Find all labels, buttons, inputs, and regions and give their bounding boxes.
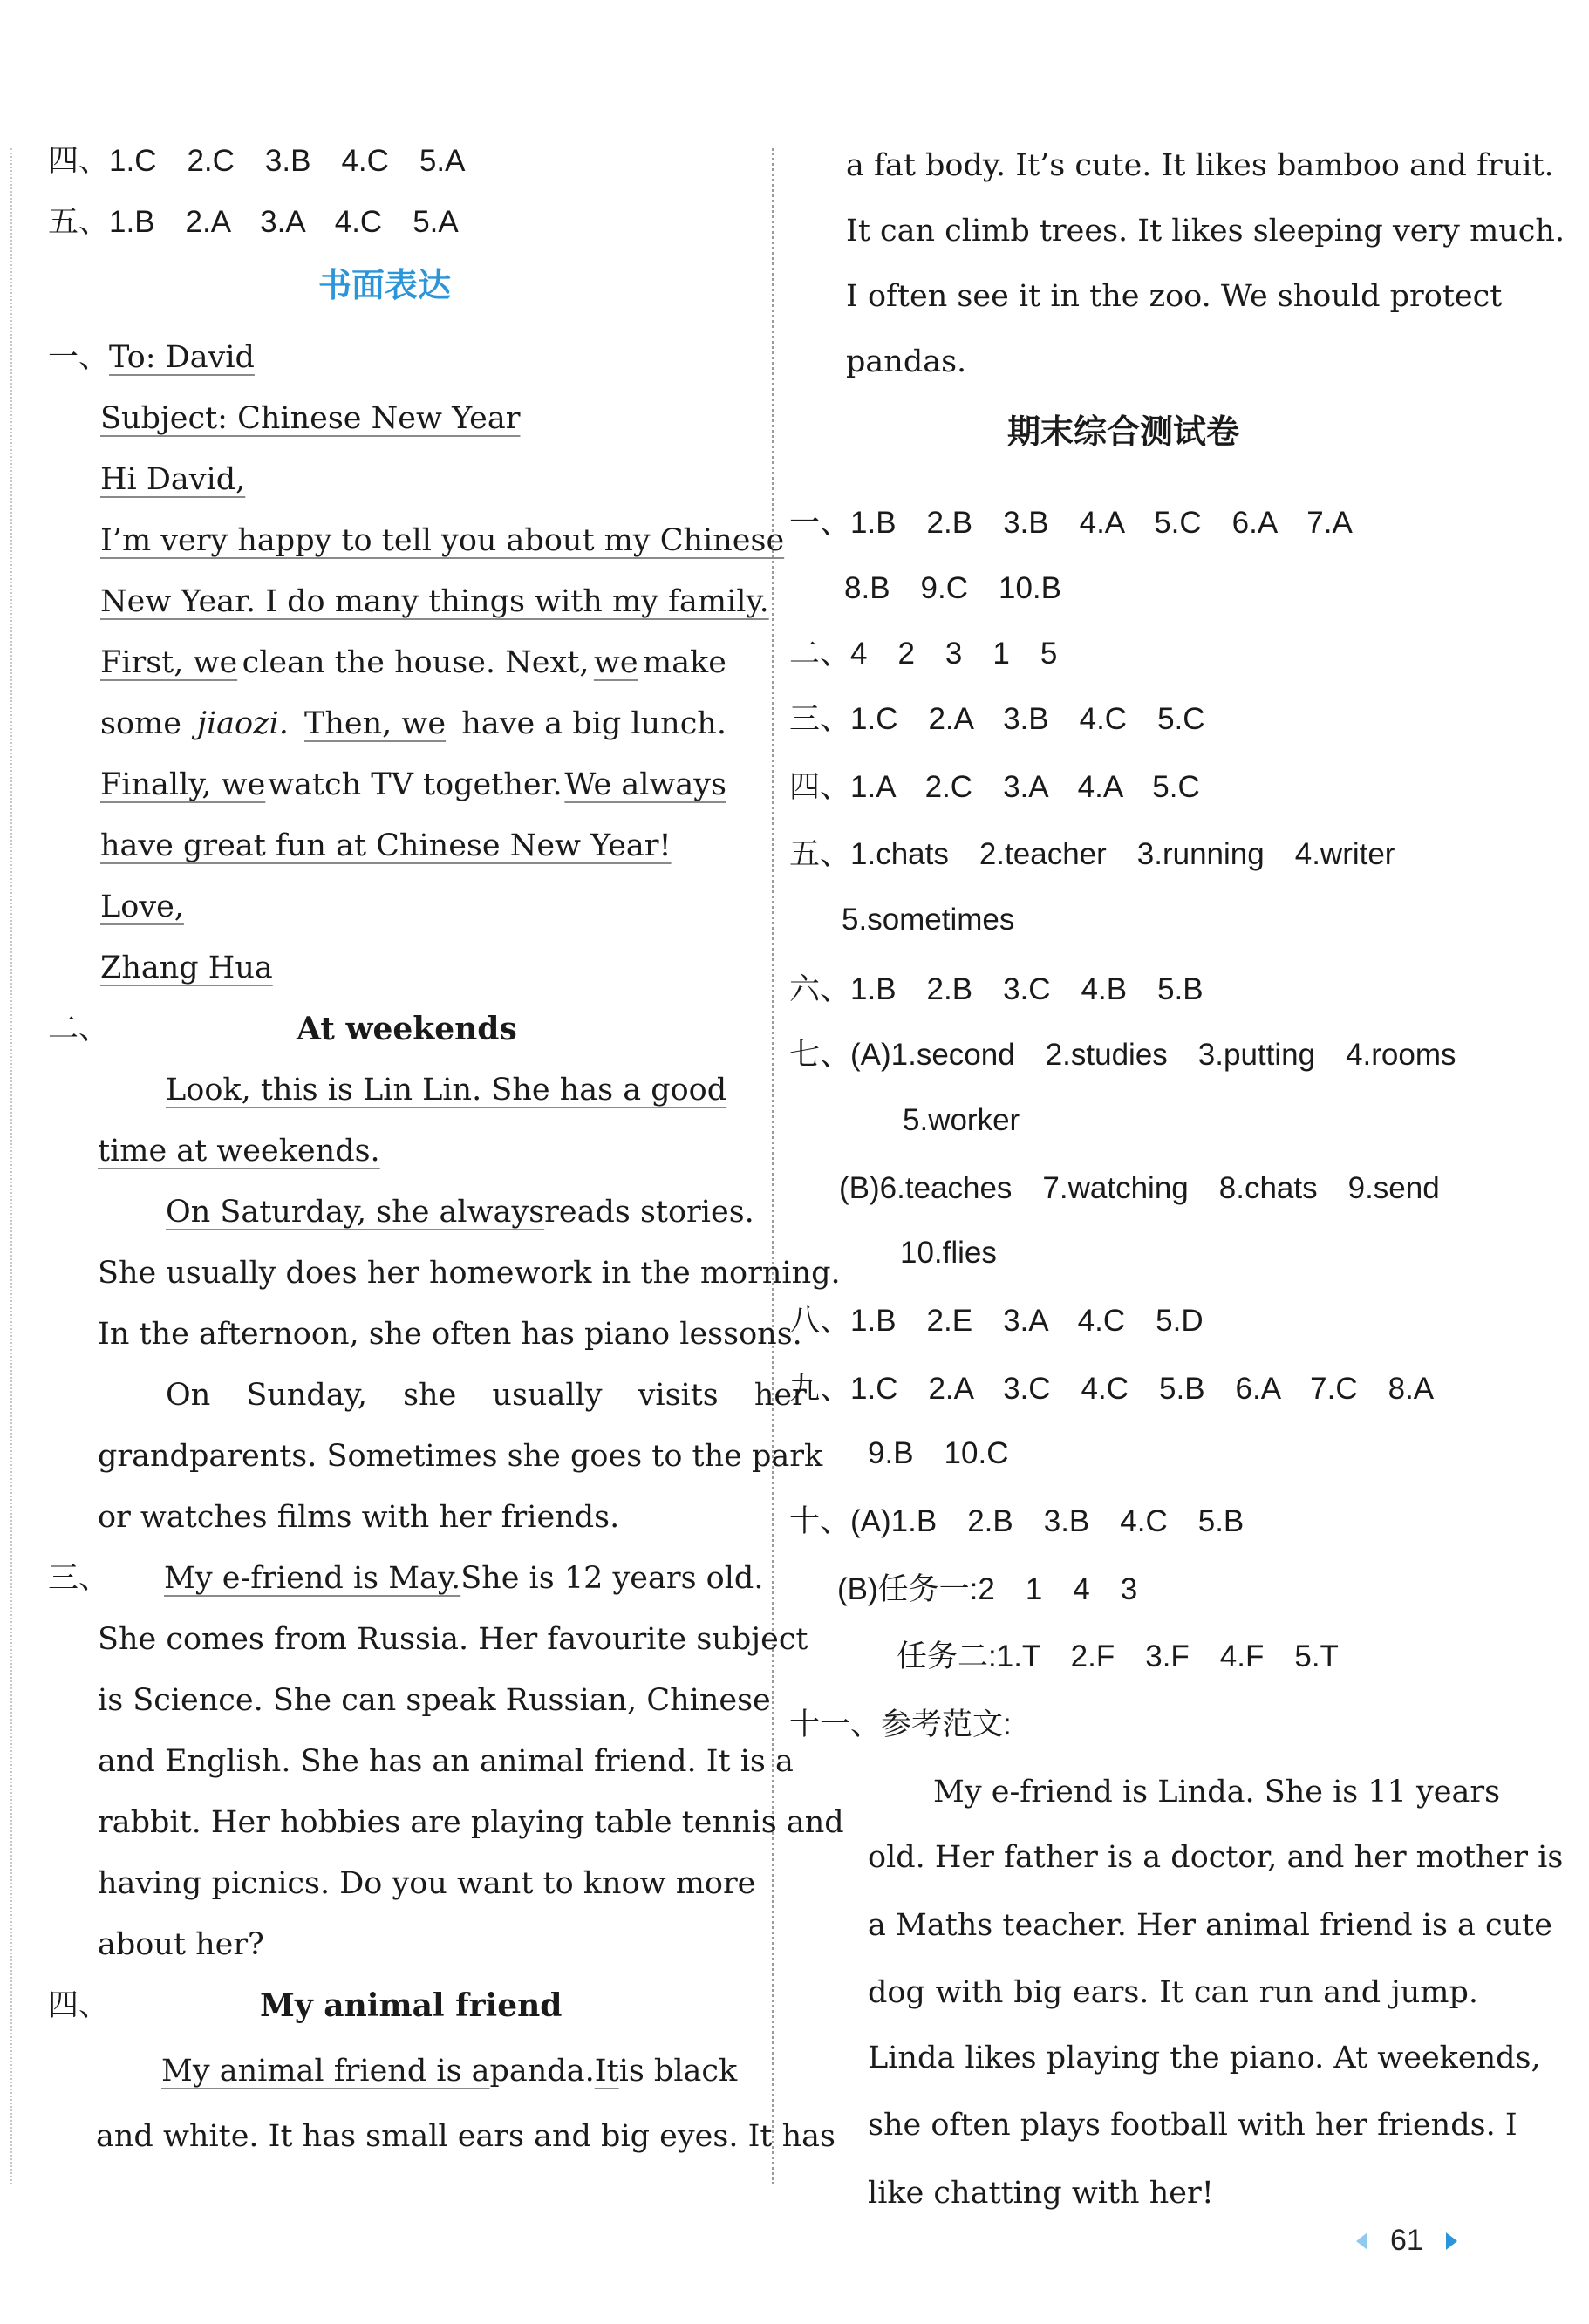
q3-prefix: 三、	[48, 1561, 110, 1596]
q2-line-7: grandparents. Sometimes she goes to the park	[98, 1439, 823, 1474]
column-divider	[772, 148, 774, 2184]
q3-line-1b: She is 12 years old.	[460, 1561, 764, 1596]
q1-line-4d: have a big lunch.	[461, 706, 726, 741]
q2-line-6: On Sunday, she usually visits her	[166, 1378, 807, 1413]
final-answer-9b: 9.B 10.C	[868, 1436, 1009, 1470]
q2-line-3a: On Saturday, she always	[166, 1195, 545, 1230]
essay-line-2: old. Her father is a doctor, and her mother is	[868, 1840, 1564, 1875]
q1-line-1: I’m very happy to tell you about my Chinese	[100, 523, 785, 558]
final-answer-6: 六、1.B 2.B 3.C 4.B 5.B	[789, 972, 1204, 1006]
cont-line-2: It can climb trees. It likes sleeping very much.	[846, 214, 1565, 249]
q2-line-4: She usually does her homework in the morning.	[98, 1256, 841, 1291]
q1-line-6: have great fun at Chinese New Year!	[100, 828, 672, 863]
q2-line-1: Look, this is Lin Lin. She has a good	[166, 1073, 727, 1107]
q2-prefix: 二、	[48, 1012, 110, 1046]
essay-line-4: dog with big ears. It can run and jump.	[868, 1975, 1478, 2010]
final-answer-7: 七、(A)1.second 2.studies 3.putting 4.rooms	[789, 1038, 1456, 1072]
q1-prefix: 一、	[48, 340, 110, 375]
q1-line-2: New Year. I do many things with my family.	[100, 584, 769, 619]
final-answer-10b: (B)任务一:2 1 4 3	[837, 1572, 1138, 1606]
essay-line-3: a Maths teacher. Her animal friend is a cute	[868, 1908, 1552, 1943]
final-answer-9: 九、1.C 2.A 3.C 4.C 5.B 6.A 7.C 8.A	[789, 1372, 1435, 1406]
final-answer-10: 十、(A)1.B 2.B 3.B 4.C 5.B	[789, 1504, 1245, 1538]
q1-subject: Subject: Chinese New Year	[100, 401, 521, 436]
final-answer-10c: 任务二:1.T 2.F 3.F 4.F 5.T	[897, 1639, 1339, 1673]
page-footer	[1356, 2224, 1457, 2258]
essay-line-6: she often plays football with her friends. I	[868, 2108, 1517, 2143]
previous-page-icon[interactable]	[1356, 2232, 1367, 2250]
final-answer-3: 三、1.C 2.A 3.B 4.C 5.C	[789, 702, 1205, 736]
q1-line-5	[100, 763, 726, 807]
cont-line-3: I often see it in the zoo. We should protect	[846, 279, 1503, 314]
q1-line-4	[100, 702, 726, 746]
q3-line-3: is Science. She can speak Russian, Chinese	[98, 1683, 771, 1718]
final-answer-5: 五、1.chats 2.teacher 3.running 4.writer	[789, 837, 1395, 871]
final-answer-7b: 5.worker	[903, 1103, 1020, 1137]
q3-line-7: about her?	[98, 1927, 264, 1962]
final-answer-5b: 5.sometimes	[842, 903, 1015, 937]
section-title-final-test: 期末综合测试卷	[1007, 412, 1240, 451]
q4-line-1	[161, 2049, 738, 2093]
q1-signature: Zhang Hua	[100, 951, 273, 985]
q4-title: My animal friend	[260, 1987, 563, 2024]
essay-line-5: Linda likes playing the piano. At weekends,	[868, 2041, 1541, 2075]
final-answer-8: 八、1.B 2.E 3.A 4.C 5.D	[789, 1304, 1204, 1338]
final-answer-4: 四、1.A 2.C 3.A 4.A 5.C	[789, 770, 1200, 804]
q4-line-1b: panda.	[489, 2054, 595, 2089]
q4-line-1c: It	[594, 2054, 619, 2089]
q1-line-3	[100, 641, 726, 685]
cont-line-4: pandas.	[846, 344, 967, 379]
q1-line-5a: Finally, we	[100, 767, 266, 802]
q1-closing: Love,	[100, 889, 184, 924]
answer-row-4: 四、1.C 2.C 3.B 4.C 5.A	[48, 144, 466, 178]
q1-greeting: Hi David,	[100, 462, 246, 497]
q2-line-3	[166, 1190, 754, 1234]
essay-line-1: My e-friend is Linda. She is 11 years	[933, 1775, 1501, 1809]
q4-line-1d: is black	[618, 2054, 738, 2089]
next-page-icon[interactable]	[1446, 2232, 1457, 2250]
q1-to: To: David	[109, 340, 255, 375]
q1-line-4c: Then, we	[304, 706, 447, 741]
q4-line-1a: My animal friend is a	[161, 2054, 490, 2089]
final-answer-7c: (B)6.teaches 7.watching 8.chats 9.send	[839, 1171, 1440, 1205]
left-margin-rule	[10, 148, 12, 2184]
q1-line-3c: we	[593, 645, 638, 680]
q3-line-6: having picnics. Do you want to know more	[98, 1866, 756, 1901]
q2-line-2: time at weekends.	[98, 1134, 380, 1169]
q1-to-line	[48, 336, 255, 379]
q1-line-3b: clean the house. Next,	[242, 645, 590, 680]
cont-line-1: a fat body. It’s cute. It likes bamboo and fruit.	[846, 148, 1554, 183]
q3-line-4: and English. She has an animal friend. It is a	[98, 1744, 794, 1779]
page-number: 61	[1390, 2224, 1423, 2257]
final-answer-7d: 10.flies	[900, 1236, 997, 1270]
final-answer-11: 十一、参考范文:	[789, 1707, 1012, 1741]
q1-line-5c: We always	[564, 767, 726, 802]
q1-line-5b: watch TV together.	[268, 767, 563, 802]
q4-prefix: 四、	[48, 1988, 110, 2023]
q1-line-4a: some	[100, 706, 181, 741]
q2-line-3b: reads stories.	[544, 1195, 754, 1230]
q1-line-3d: make	[643, 645, 726, 680]
q1-line-3a: First, we	[100, 645, 238, 680]
final-answer-1b: 8.B 9.C 10.B	[844, 571, 1061, 605]
final-answer-1: 一、1.B 2.B 3.B 4.A 5.C 6.A 7.A	[789, 506, 1353, 540]
q2-title: At weekends	[297, 1011, 517, 1047]
answer-row-5: 五、1.B 2.A 3.A 4.C 5.A	[48, 205, 459, 239]
final-answer-2: 二、4 2 3 1 5	[789, 637, 1058, 671]
q3-line-5: rabbit. Her hobbies are playing table tennis and	[98, 1805, 844, 1840]
q2-line-8: or watches films with her friends.	[98, 1500, 620, 1535]
q3-line-1a: My e-friend is May.	[164, 1561, 461, 1596]
q3-line-1	[164, 1557, 764, 1600]
essay-line-7: like chatting with her!	[868, 2176, 1214, 2211]
section-title-writing: 书面表达	[318, 266, 452, 304]
q2-line-5: In the afternoon, she often has piano lessons.	[98, 1317, 802, 1352]
q1-line-4b: jiaozi.	[197, 706, 289, 741]
q4-line-2: and white. It has small ears and big eyes. It has	[96, 2119, 835, 2154]
q3-line-2: She comes from Russia. Her favourite subject	[98, 1622, 808, 1657]
